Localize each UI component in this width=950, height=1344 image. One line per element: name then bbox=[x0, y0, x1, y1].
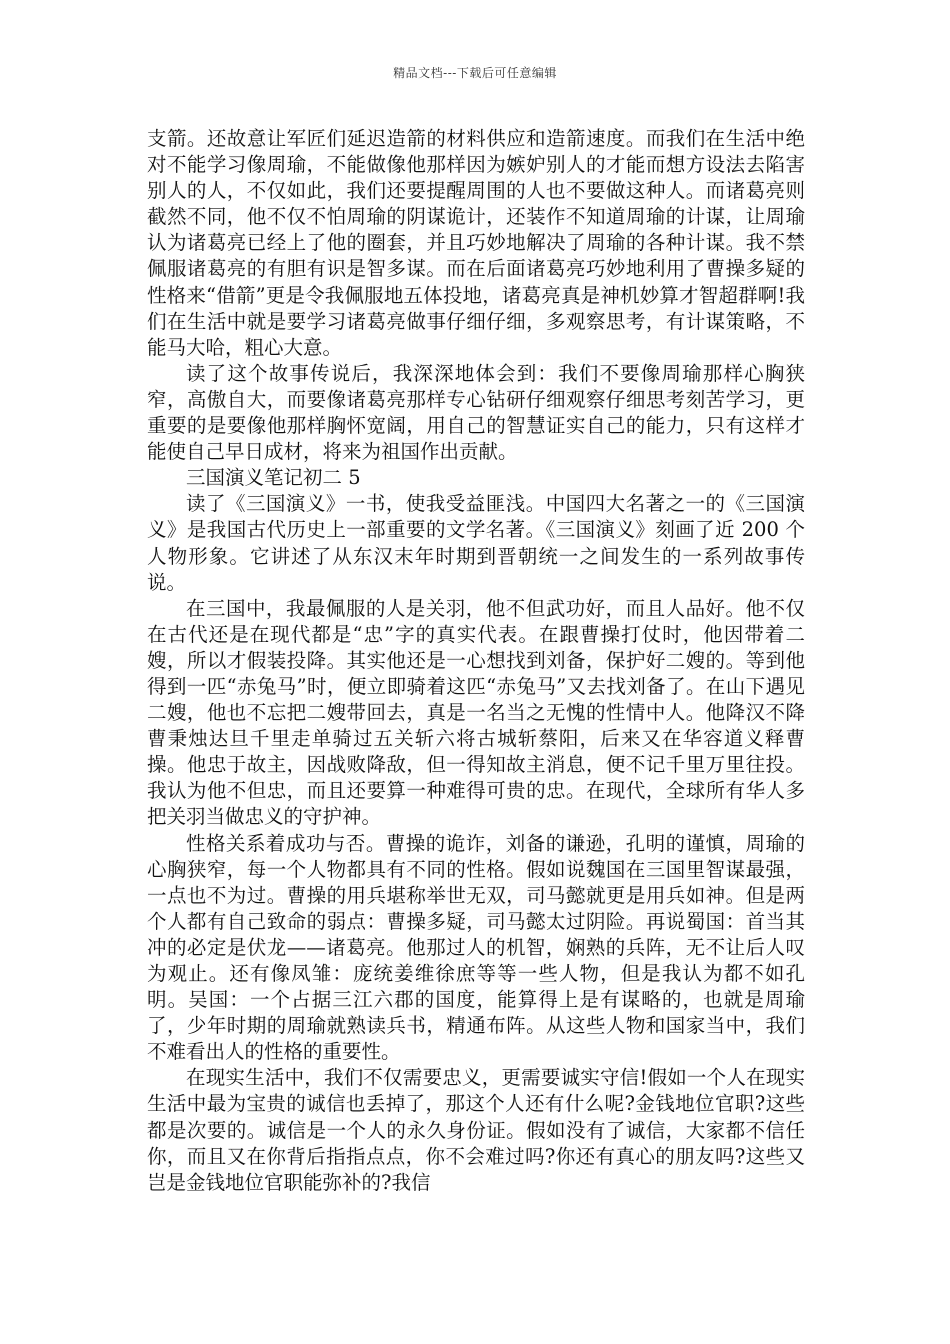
paragraph-3: 读了《三国演义》一书，使我受益匪浅。中国四大名著之一的《三国演义》是我国古代历史上一部重要的文学名著。《三国演义》刻画了近 200 个人物形象。它讲述了从东汉末年时期到晋朝统一之间发生的一系列故事传说。 bbox=[147, 492, 805, 594]
document-body bbox=[147, 126, 805, 1196]
section-heading: 三国演义笔记初二 5 bbox=[186, 466, 361, 490]
paragraph-4: 在三国中，我最佩服的人是关羽，他不但武功好，而且人品好。他不仅在古代还是在现代都是“忠”字的真实代表。在跟曹操打仗时，他因带着二嫂，所以才假装投降。其实他还是一心想找到刘备，保护好二嫂的。等到他得到一匹“赤兔马”时，便立即骑着这匹“赤兔马”又去找刘备了。在山下遇见二嫂，他也不忘把二嫂带回去，真是一名当之无愧的性情中人。他降汉不降曹秉烛达旦千里走单骑过五关斩六将古城斩蔡阳，后来又在华容道义释曹操。他忠于故主，因战败降敌，但一得知故主消息，便不记千里万里往投。我认为他不但忠，而且还要算一种难得可贵的忠。在现代，全球所有华人多把关羽当做忠义的守护神。 bbox=[147, 596, 805, 829]
paragraph-2: 读了这个故事传说后，我深深地体会到：我们不要像周瑜那样心胸狭窄，高傲自大，而要像诸葛亮那样专心钻研仔细观察仔细思考刻苦学习，更重要的是要像他那样胸怀宽阔，用自己的智慧证实自己的能力，只有这样才能使自己早日成材，将来为祖国作出贡献。 bbox=[147, 361, 805, 464]
page-header: 精品文档---下载后可任意编辑 bbox=[393, 66, 557, 80]
paragraph-5: 性格关系着成功与否。曹操的诡诈，刘备的谦逊，孔明的谨慎，周瑜的心胸狭窄，每一个人物都具有不同的性格。假如说魏国在三国里智谋最强，一点也不为过。曹操的用兵堪称举世无双，司马懿就更是用兵如神。但是两个人都有自己致命的弱点：曹操多疑，司马懿太过阴险。再说蜀国：首当其冲的必定是伏龙——诸葛亮。他那过人的机智，娴熟的兵阵，无不让后人叹为观止。还有像凤雏：庞统姜维徐庶等等一些人物，但是我认为都不如孔明。吴国：一个占据三江六郡的国度，能算得上是有谋略的，也就是周瑜了，少年时期的周瑜就熟读兵书，精通布阵。从这些人物和国家当中，我们不难看出人的性格的重要性。 bbox=[147, 831, 805, 1064]
paragraph-1: 支箭。还故意让军匠们延迟造箭的材料供应和造箭速度。而我们在生活中绝对不能学习像周瑜，不能做像他那样因为嫉妒别人的才能而想方设法去陷害别人的人，不仅如此，我们还要提醒周围的人也不要做这种人。而诸葛亮则截然不同，他不仅不怕周瑜的阴谋诡计，还装作不知道周瑜的计谋，让周瑜认为诸葛亮已经上了他的圈套，并且巧妙地解决了周瑜的各种计谋。我不禁佩服诸葛亮的有胆有识是智多谋。而在后面诸葛亮巧妙地利用了曹操多疑的性格来“借箭”更是令我佩服地五体投地，诸葛亮真是神机妙算才智超群啊!我们在生活中就是要学习诸葛亮做事仔细仔细，多观察思考，有计谋策略，不能马大哈，粗心大意。 bbox=[147, 127, 805, 359]
paragraph-6: 在现实生活中，我们不仅需要忠义，更需要诚实守信!假如一个人在现实生活中最为宝贵的诚信也丢掉了，那这个人还有什么呢?金钱地位官职?这些都是次要的。诚信是一个人的永久身份证。假如没有了诚信，大家都不信任你，而且又在你背后指指点点，你不会难过吗?你还有真心的朋友吗?这些又岂是金钱地位官职能弥补的?我信 bbox=[147, 1066, 805, 1194]
